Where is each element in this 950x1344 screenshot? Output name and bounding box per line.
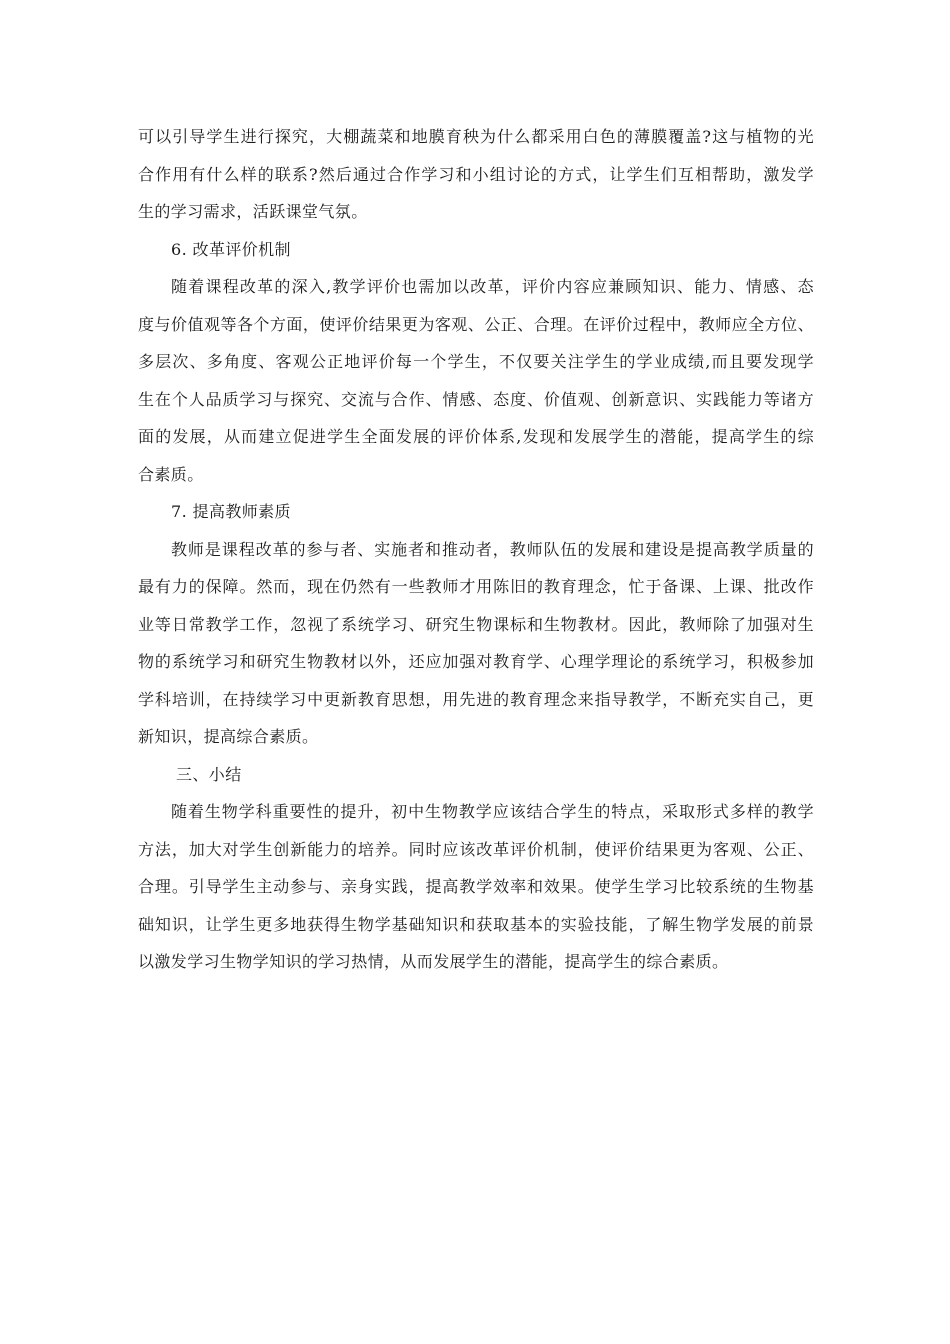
text-line: 随着课程改革的深入,教学评价也需加以改革，评价内容应兼顾知识、能力、情感、态 <box>171 277 814 296</box>
text-line: 学科培训，在持续学习中更新教育思想，用先进的教育理念来指导教学，不断充实自己，更 <box>138 689 814 709</box>
section-heading-7: 7. 提高教师素质 <box>171 502 291 521</box>
text-line: 础知识，让学生更多地获得生物学基础知识和获取基本的实验技能，了解生物学发展的前景 <box>138 914 814 934</box>
section-heading-summary: 三、小结 <box>176 764 242 784</box>
text-line: 合素质。 <box>138 464 204 484</box>
section-heading-6: 6. 改革评价机制 <box>171 239 291 259</box>
text-line: 合理。引导学生主动参与、亲身实践，提高教学效率和效果。使学生学习比较系统的生物基 <box>138 877 814 896</box>
text-line: 合作用有什么样的联系?然后通过合作学习和小组讨论的方式，让学生们互相帮助，激发学 <box>138 164 814 184</box>
text-line: 以激发学习生物学知识的学习热情，从而发展学生的潜能，提高学生的综合素质。 <box>138 952 729 971</box>
paragraph-evaluation <box>138 268 814 493</box>
text-line: 度与价值观等各个方面，使评价结果更为客观、公正、合理。在评价过程中，教师应全方位、 <box>138 314 814 334</box>
text-line: 生在个人品质学习与探究、交流与合作、情感、态度、价值观、创新意识、实践能力等诸方 <box>138 389 814 409</box>
document-page <box>138 118 814 981</box>
text-line: 可以引导学生进行探究，大棚蔬菜和地膜育秧为什么都采用白色的薄膜覆盖?这与植物的光 <box>138 127 814 146</box>
text-line: 教师是课程改革的参与者、实施者和推动者，教师队伍的发展和建设是提高教学质量的 <box>171 539 814 559</box>
paragraph-teacher-quality <box>138 531 814 756</box>
text-line: 随着生物学科重要性的提升，初中生物教学应该结合学生的特点，采取形式多样的教学 <box>171 802 814 821</box>
text-line: 新知识，提高综合素质。 <box>138 727 319 746</box>
text-line: 方法，加大对学生创新能力的培养。同时应该改革评价机制，使评价结果更为客观、公正、 <box>138 839 814 859</box>
text-line: 生的学习需求，活跃课堂气氛。 <box>138 202 368 221</box>
text-line: 面的发展，从而建立促进学生全面发展的评价体系,发现和发展学生的潜能，提高学生的综 <box>138 427 814 446</box>
paragraph-intro <box>138 118 814 231</box>
text-line: 多层次、多角度、客观公正地评价每一个学生，不仅要关注学生的学业成绩,而且要发现学 <box>138 352 814 371</box>
paragraph-summary <box>138 793 814 981</box>
text-line: 业等日常教学工作，忽视了系统学习、研究生物课标和生物教材。因此，教师除了加强对生 <box>138 614 814 634</box>
text-line: 物的系统学习和研究生物教材以外，还应加强对教育学、心理学理论的系统学习，积极参加 <box>138 652 814 671</box>
text-line: 最有力的保障。然而，现在仍然有一些教师才用陈旧的教育理念，忙于备课、上课、批改作 <box>138 577 814 596</box>
